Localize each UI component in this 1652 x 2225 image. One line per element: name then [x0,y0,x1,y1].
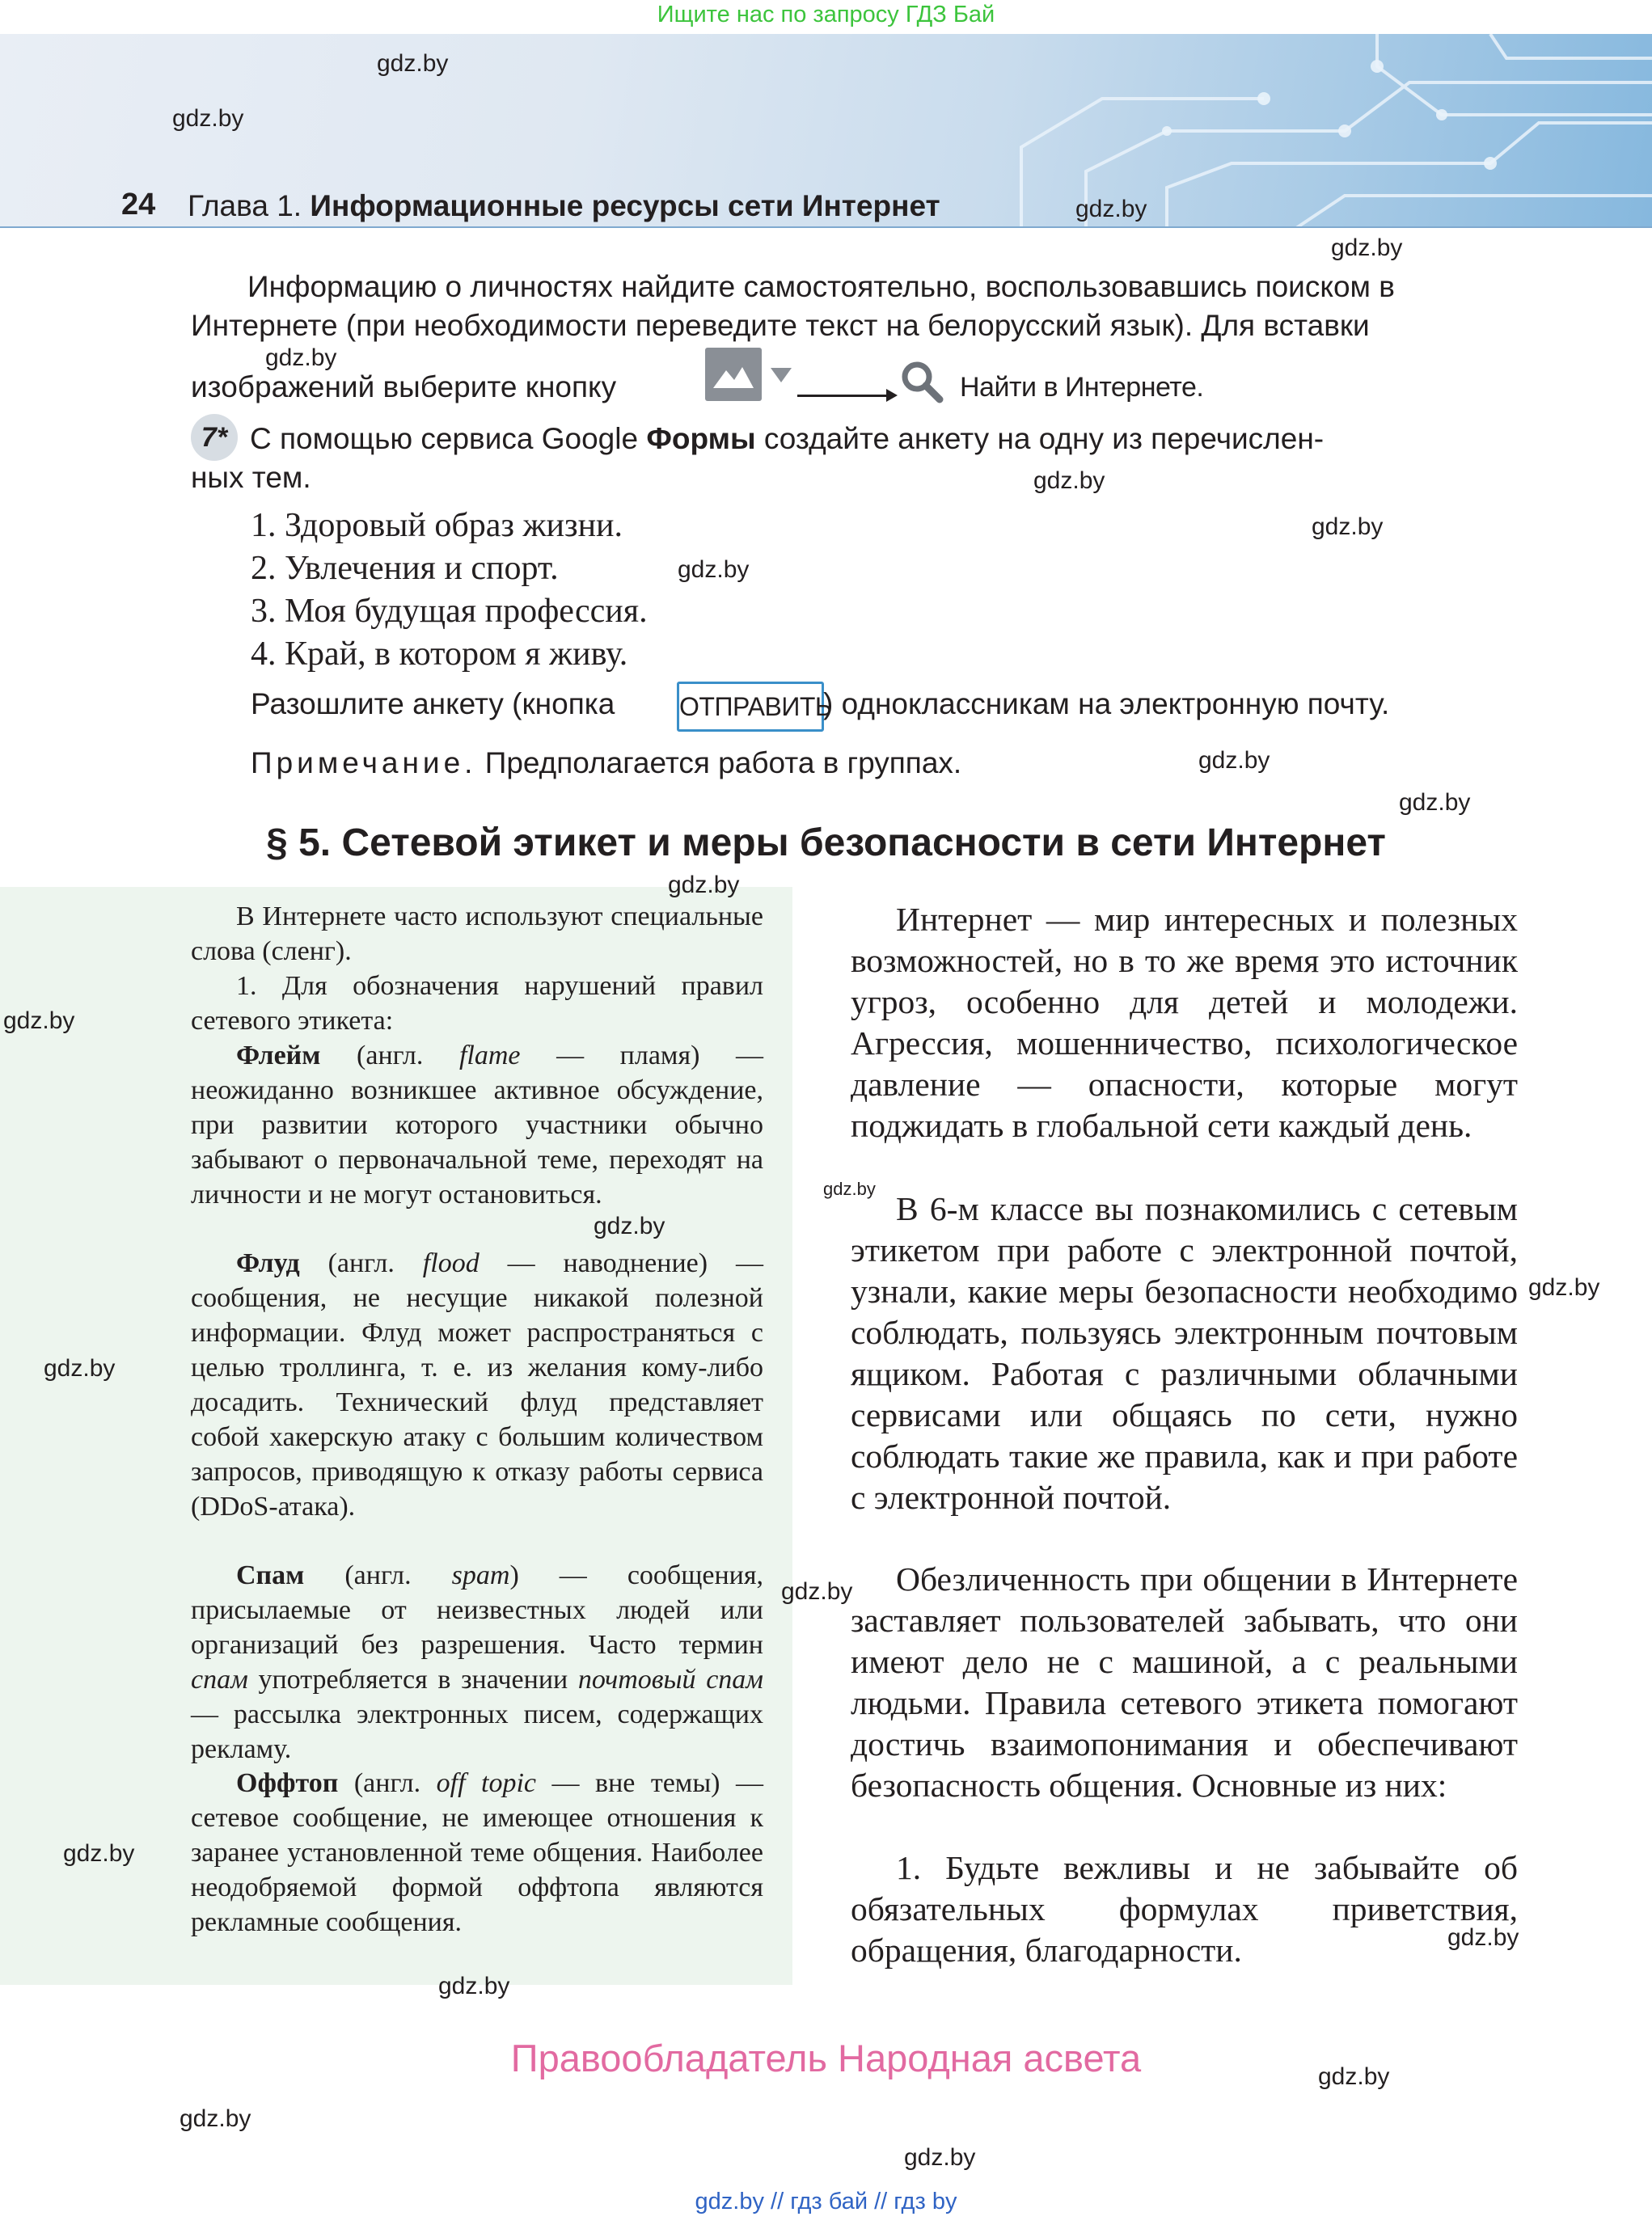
watermark: gdz.by [44,1355,116,1382]
list-item: 2. Увлечения и спорт. [251,550,559,587]
watermark: gdz.by [1198,747,1270,774]
watermark: gdz.by [180,2105,251,2132]
chapter-heading [188,189,940,223]
dropdown-arrow-icon[interactable] [771,368,792,382]
watermark: gdz.by [3,1007,75,1034]
spam-text-a: (англ. [304,1560,452,1590]
watermark: gdz.by [377,50,449,77]
arrow-right-head [886,389,898,402]
watermark: gdz.by [1318,2063,1390,2090]
watermark: gdz.by [1312,513,1384,540]
intro-line-1: Информацию о личностях найдите самостоятельно, воспользовавшись поиском в [247,270,1395,303]
glossary-flame [191,1038,763,1212]
note-text: Предполагается работа в группах. [476,746,962,779]
circuit-decoration-icon [924,34,1652,228]
page-number: 24 [121,188,156,222]
flood-term: Флуд [236,1248,300,1278]
watermark: gdz.by [904,2144,976,2171]
flood-text-a: (англ. [299,1248,423,1278]
spam-text-d: — рассылка электронных писем, содержащих рекламу. [191,1699,763,1764]
glossary-flood [191,1246,763,1524]
note-line [251,744,961,783]
send-text-b: ) одноклассникам на электронную почту. [823,687,1390,720]
task7-text-a: С помощью сервиса Google [250,422,647,455]
flood-english: flood [422,1248,480,1278]
watermark: gdz.by [678,556,750,583]
spam-english: spam [451,1560,510,1590]
offtop-term: Оффтоп [236,1768,339,1798]
list-item: 1. Здоровый образ жизни. [251,507,623,544]
watermark: gdz.by [1331,234,1403,261]
spam-definition: ) — сообщения, присылаемые от неизвестных людей или организаций без разрешения. Часто термин [191,1560,764,1660]
list-item: 3. Моя будущая профессия. [251,593,648,630]
offtop-text-a: (англ. [338,1768,437,1798]
task7-text-b: создайте анкету на одну из перечислен- [755,422,1325,455]
task7-line-1 [250,420,1519,458]
watermark: gdz.by [1075,196,1147,222]
task-number-badge: 7* [191,414,238,461]
flame-text-a: (англ. [320,1041,459,1070]
intro-line-2: Интернете (при необходимости переведите текст на белорусский язык). Для вставки [191,309,1370,342]
main-paragraph-1: Интернет — мир интересных и полезных возможностей, но в то же время это источник угроз, особенно для детей и молодежи. Агрессия, мошенничество, психологическое давление — опасности, которые могут поджидать в глобальной сети каждый день. [851,901,1518,1144]
submit-button[interactable]: ОТПРАВИТЬ [677,682,824,732]
watermark: gdz.by [63,1840,135,1867]
list-item: 4. Край, в котором я живу. [251,635,628,673]
watermark: gdz.by [172,105,244,132]
watermark: gdz.by [668,872,740,898]
note-label: Примечание. [251,746,477,779]
glossary-subheading: 1. Для обозначения нарушений правил сетевого этикета: [191,971,763,1036]
insert-image-button[interactable] [705,348,762,401]
watermark: gdz.by [781,1578,853,1605]
find-in-internet-label: Найти в Интернете. [960,372,1204,403]
offtop-definition: — вне темы) — сетевое сообщение, не имеющее отношения к заранее установленной теме общения. Наиболее неодобряемой формой оффтопа являются рекламные сообщения. [191,1768,763,1937]
copyright-notice: Правообладатель Народная асвета [510,2037,1142,2079]
send-text-a: Разошлите анкету (кнопка [251,687,615,720]
watermark: gdz.by [594,1213,665,1239]
watermark: gdz.by [438,1973,510,1999]
search-hint-banner: Ищите нас по запросу ГДЗ Бай [657,2,995,27]
chapter-prefix: Глава 1. [188,189,302,222]
glossary-spam [191,1558,763,1767]
watermark: gdz.by [1033,467,1105,494]
main-paragraph-2: В 6-м классе вы познакомились с сетевым этикетом при работе с электронной почтой, узнали, какие меры безопасности необходимо соблюдать, пользуясь электронным почтовым ящиком. Работая с различными облачными сервисами или общаясь по сети, нужно соблюдать такие же правила, как и при работе с электронной почтой. [851,1190,1518,1516]
intro-line-3: изображений выберите кнопку [191,370,617,403]
task7-line-2: ных тем. [191,461,311,494]
task7-forms-term: Формы [646,422,756,455]
spam-italic-term: спам [191,1665,248,1695]
flame-english: flame [458,1041,521,1070]
bottom-site-links[interactable]: gdz.by // гдз бай // гдз by [695,2189,957,2214]
banner-divider [0,226,1652,228]
watermark: gdz.by [1399,789,1471,816]
chapter-title: Информационные ресурсы сети Интернет [310,189,940,222]
insert-image-icon [705,348,762,401]
spam-text-c: употребляется в значении [247,1665,578,1695]
watermark: gdz.by [1528,1274,1600,1301]
main-paragraph-4: 1. Будьте вежливы и не забывайте об обязательных формулах приветствия, обращения, благодарности. [851,1849,1518,1969]
offtop-english: off topic [436,1768,537,1798]
watermark: gdz.by [265,344,337,371]
flame-definition: — пламя) — неожиданно возникшее активное обсуждение, при развитии которого участники обычно забывают о первоначальной теме, переходят на личности и не могут остановиться. [191,1041,764,1210]
watermark: gdz.by [823,1179,876,1199]
spam-term: Спам [236,1560,305,1590]
flame-term: Флейм [236,1041,321,1070]
glossary-intro: В Интернете часто используют специальные слова (сленг). [191,901,763,966]
spam-italic-mail: почтовый спам [577,1665,763,1695]
flood-definition: — наводнение) — сообщения, не несущие никакой полезной информации. Флуд может распространяться с целью троллинга, т. е. из желания кому-либо досадить. Технический флуд представляет собой хакерскую атаку с большим количеством запросов, приводящую к отказу работы сервиса (DDoS-атака). [191,1248,763,1522]
main-paragraph-3: Обезличенность при общении в Интернете заставляет пользователей забывать, что они имеют дело не с машиной, а с реальными людьми. Правила сетевого этикета помогают достичь взаимопонимания и обеспечивают безопасность общения. Основные из них: [851,1560,1518,1804]
search-icon[interactable] [899,359,944,404]
watermark: gdz.by [1447,1924,1519,1951]
arrow-right-icon [797,395,886,397]
section-title: § 5. Сетевой этикет и меры безопасности в сети Интернет [266,821,1386,864]
glossary-offtop [191,1766,763,1940]
